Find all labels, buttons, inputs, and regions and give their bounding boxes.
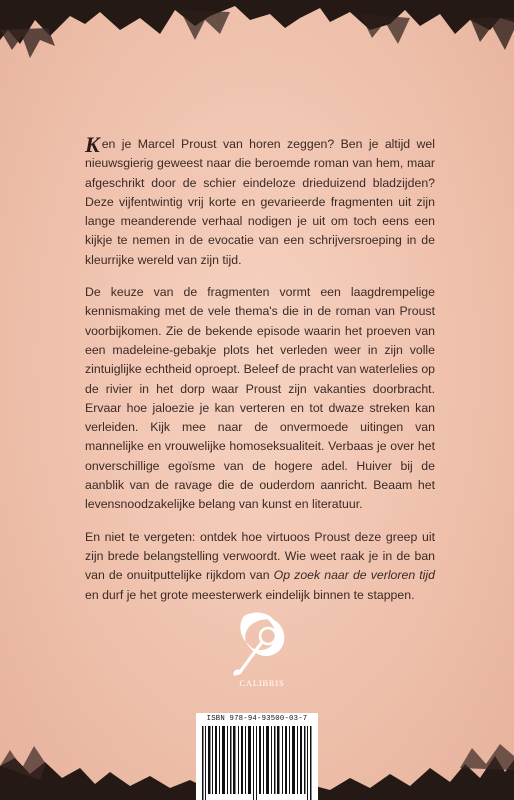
blurb-paragraph-3 (85, 528, 435, 605)
barcode (202, 726, 312, 800)
isbn-number: ISBN 978-94-93500-03-7 (206, 715, 308, 723)
publisher-logo (222, 610, 302, 690)
publisher-name: CALIBRIS (239, 678, 285, 688)
barcode-area (196, 713, 318, 800)
top-grunge-texture (0, 0, 514, 60)
book-title-italic: Op zoek naar de verloren tijd (273, 568, 435, 583)
paragraph-1-body: en je Marcel Proust van horen zeggen? Ben je altijd wel nieuwsgierig geweest naar die beroemde roman van hem, maar afgeschrikt door de schier eindeloze drieduizend bladzijden? Deze vijfentwintig vrij korte en gevarieerde fragmenten uit zijn lange meanderende verhaal nodigen je uit om toch eens een kijkje te nemen in de evocatie van een schrijversroeping in de kleurrijke wereld van zijn tijd. (85, 137, 435, 267)
paragraph-3-tail: en durf je het grote meesterwerk eindelijk binnen te stappen. (85, 587, 415, 602)
paragraph-3-lead: En niet te vergeten: ontdek hoe virtuoos Proust deze greep uit zijn brede belangstelling verwoordt. Wie weet raak je in de ban van de onuitputtelijke rijkdom van (85, 529, 435, 583)
blurb-text (85, 132, 435, 618)
blurb-paragraph-2: De keuze van de fragmenten vormt een laagdrempelige kennismaking met de vele thema's die in de roman van Proust voorbijkomen. Zie de bekende episode waarin het proeven van een madeleine-gebakje plots het verleden weer in zijn volle zintuiglijke echtheid oproept. Beleef de pracht van waterlelies op de rivier in het dorp waar Proust zijn vakanties doorbracht. Ervaar hoe jaloezie je kan verteren en tot dwaze streken kan verleiden. Kijk mee naar de onvermoede uitingen van mannelijke en vrouwelijke homoseksualiteit. Verbaas je over het onverschillige egoïsme van de hogere adel. Huiver bij de aanblik van de ravage die de ouderdom aanricht. Beaam het levensnoodzakelijke belang van kunst en literatuur. (85, 285, 435, 512)
dropcap-letter: K (85, 132, 100, 157)
blurb-paragraph-1 (85, 132, 435, 270)
